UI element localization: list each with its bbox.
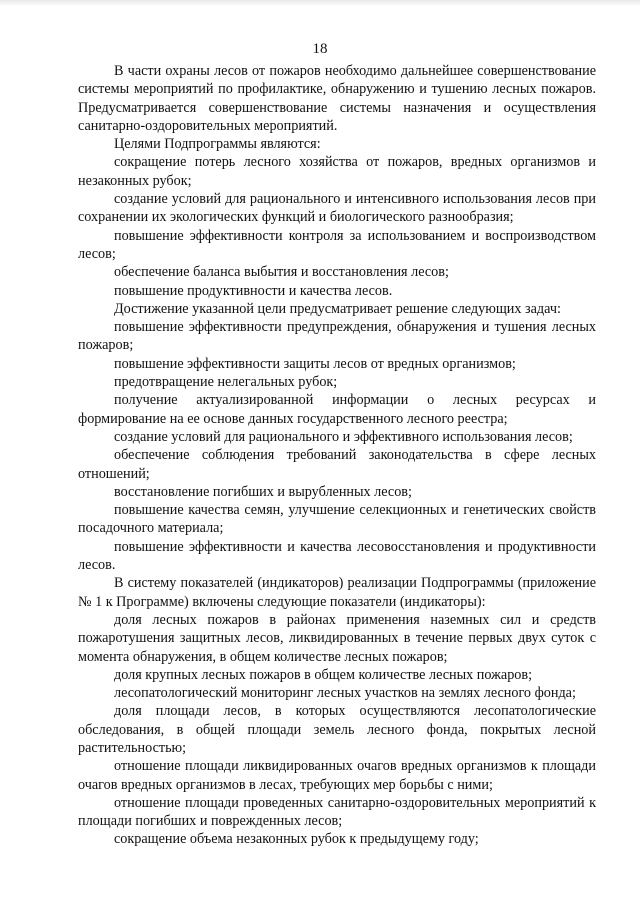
paragraph-goal: повышение эффективности контроля за использованием и воспроизводством лесов; (78, 227, 596, 262)
body-text (78, 62, 596, 849)
paragraph-task: создание условий для рационального и эффективного использования лесов; (114, 428, 573, 445)
paragraph-goal: повышение продуктивности и качества лесов. (114, 282, 393, 299)
paragraph-goal: обеспечение баланса выбытия и восстановления лесов; (114, 264, 449, 281)
paragraph-task: обеспечение соблюдения требований законодательства в сфере лесных отношений; (78, 447, 596, 482)
paragraph-goal: сокращение потерь лесного хозяйства от пожаров, вредных организмов и незаконных рубок; (78, 154, 596, 189)
paragraph-indicator: сокращение объема незаконных рубок к предыдущему году; (114, 831, 479, 848)
page-number: 18 (312, 41, 328, 57)
paragraph-goals-heading: Целями Подпрограммы являются: (114, 136, 321, 153)
paragraph-task: предотвращение нелегальных рубок; (114, 374, 338, 391)
paragraph-indicators-heading: В систему показателей (индикаторов) реализации Подпрограммы (приложение № 1 к Программе) включены следующие показатели (индикаторы): (78, 575, 596, 610)
paragraph-indicator: доля площади лесов, в которых осуществляются лесопатологические обследования, в общей площади земель лесного фонда, покрытых лесной растительностью; (78, 703, 596, 756)
paragraph-indicator: доля крупных лесных пожаров в общем количестве лесных пожаров; (114, 666, 533, 683)
paragraph-indicator: отношение площади проведенных санитарно-оздоровительных мероприятий к площади погибших и поврежденных лесов; (78, 794, 596, 830)
scan-edge (0, 0, 640, 6)
paragraph-task: восстановление погибших и вырубленных лесов; (114, 483, 412, 500)
paragraph-task: повышение эффективности защиты лесов от вредных организмов; (114, 355, 516, 372)
paragraph-task: повышение качества семян, улучшение селекционных и генетических свойств посадочного материала; (78, 502, 596, 537)
paragraph-indicator: доля лесных пожаров в районах применения наземных сил и средств пожаротушения защитных лесов, ликвидированных в течение первых двух суток с момента обнаружения, в общем количестве лесных пожаров; (78, 611, 596, 665)
paragraph-task: повышение эффективности предупреждения, обнаружения и тушения лесных пожаров; (78, 319, 596, 354)
paragraph-task: повышение эффективности и качества лесовосстановления и продуктивности лесов. (78, 538, 596, 574)
paragraph-intro: В части охраны лесов от пожаров необходимо дальнейшее совершенствование системы мероприятий по профилактике, обнаружению и тушению лесных пожаров. Предусматривается совершенствование системы назначения и осуществления санитарно-оздоровительных мероприятий. (78, 63, 596, 134)
paragraph-task: получение актуализированной информации о лесных ресурсах и формирование на ее основе данных государственного лесного реестра; (78, 392, 596, 427)
paragraph-indicator: отношение площади ликвидированных очагов вредных организмов к площади очагов вредных организмов в лесах, требующих мер борьбы с ними; (78, 758, 596, 793)
paragraph-goal: создание условий для рационального и интенсивного использования лесов при сохранении их экологических функций и биологического разнообразия; (78, 191, 596, 226)
paragraph-indicator: лесопатологический мониторинг лесных участков на землях лесного фонда; (114, 685, 576, 702)
paragraph-tasks-heading: Достижение указанной цели предусматривает решение следующих задач: (114, 300, 561, 317)
